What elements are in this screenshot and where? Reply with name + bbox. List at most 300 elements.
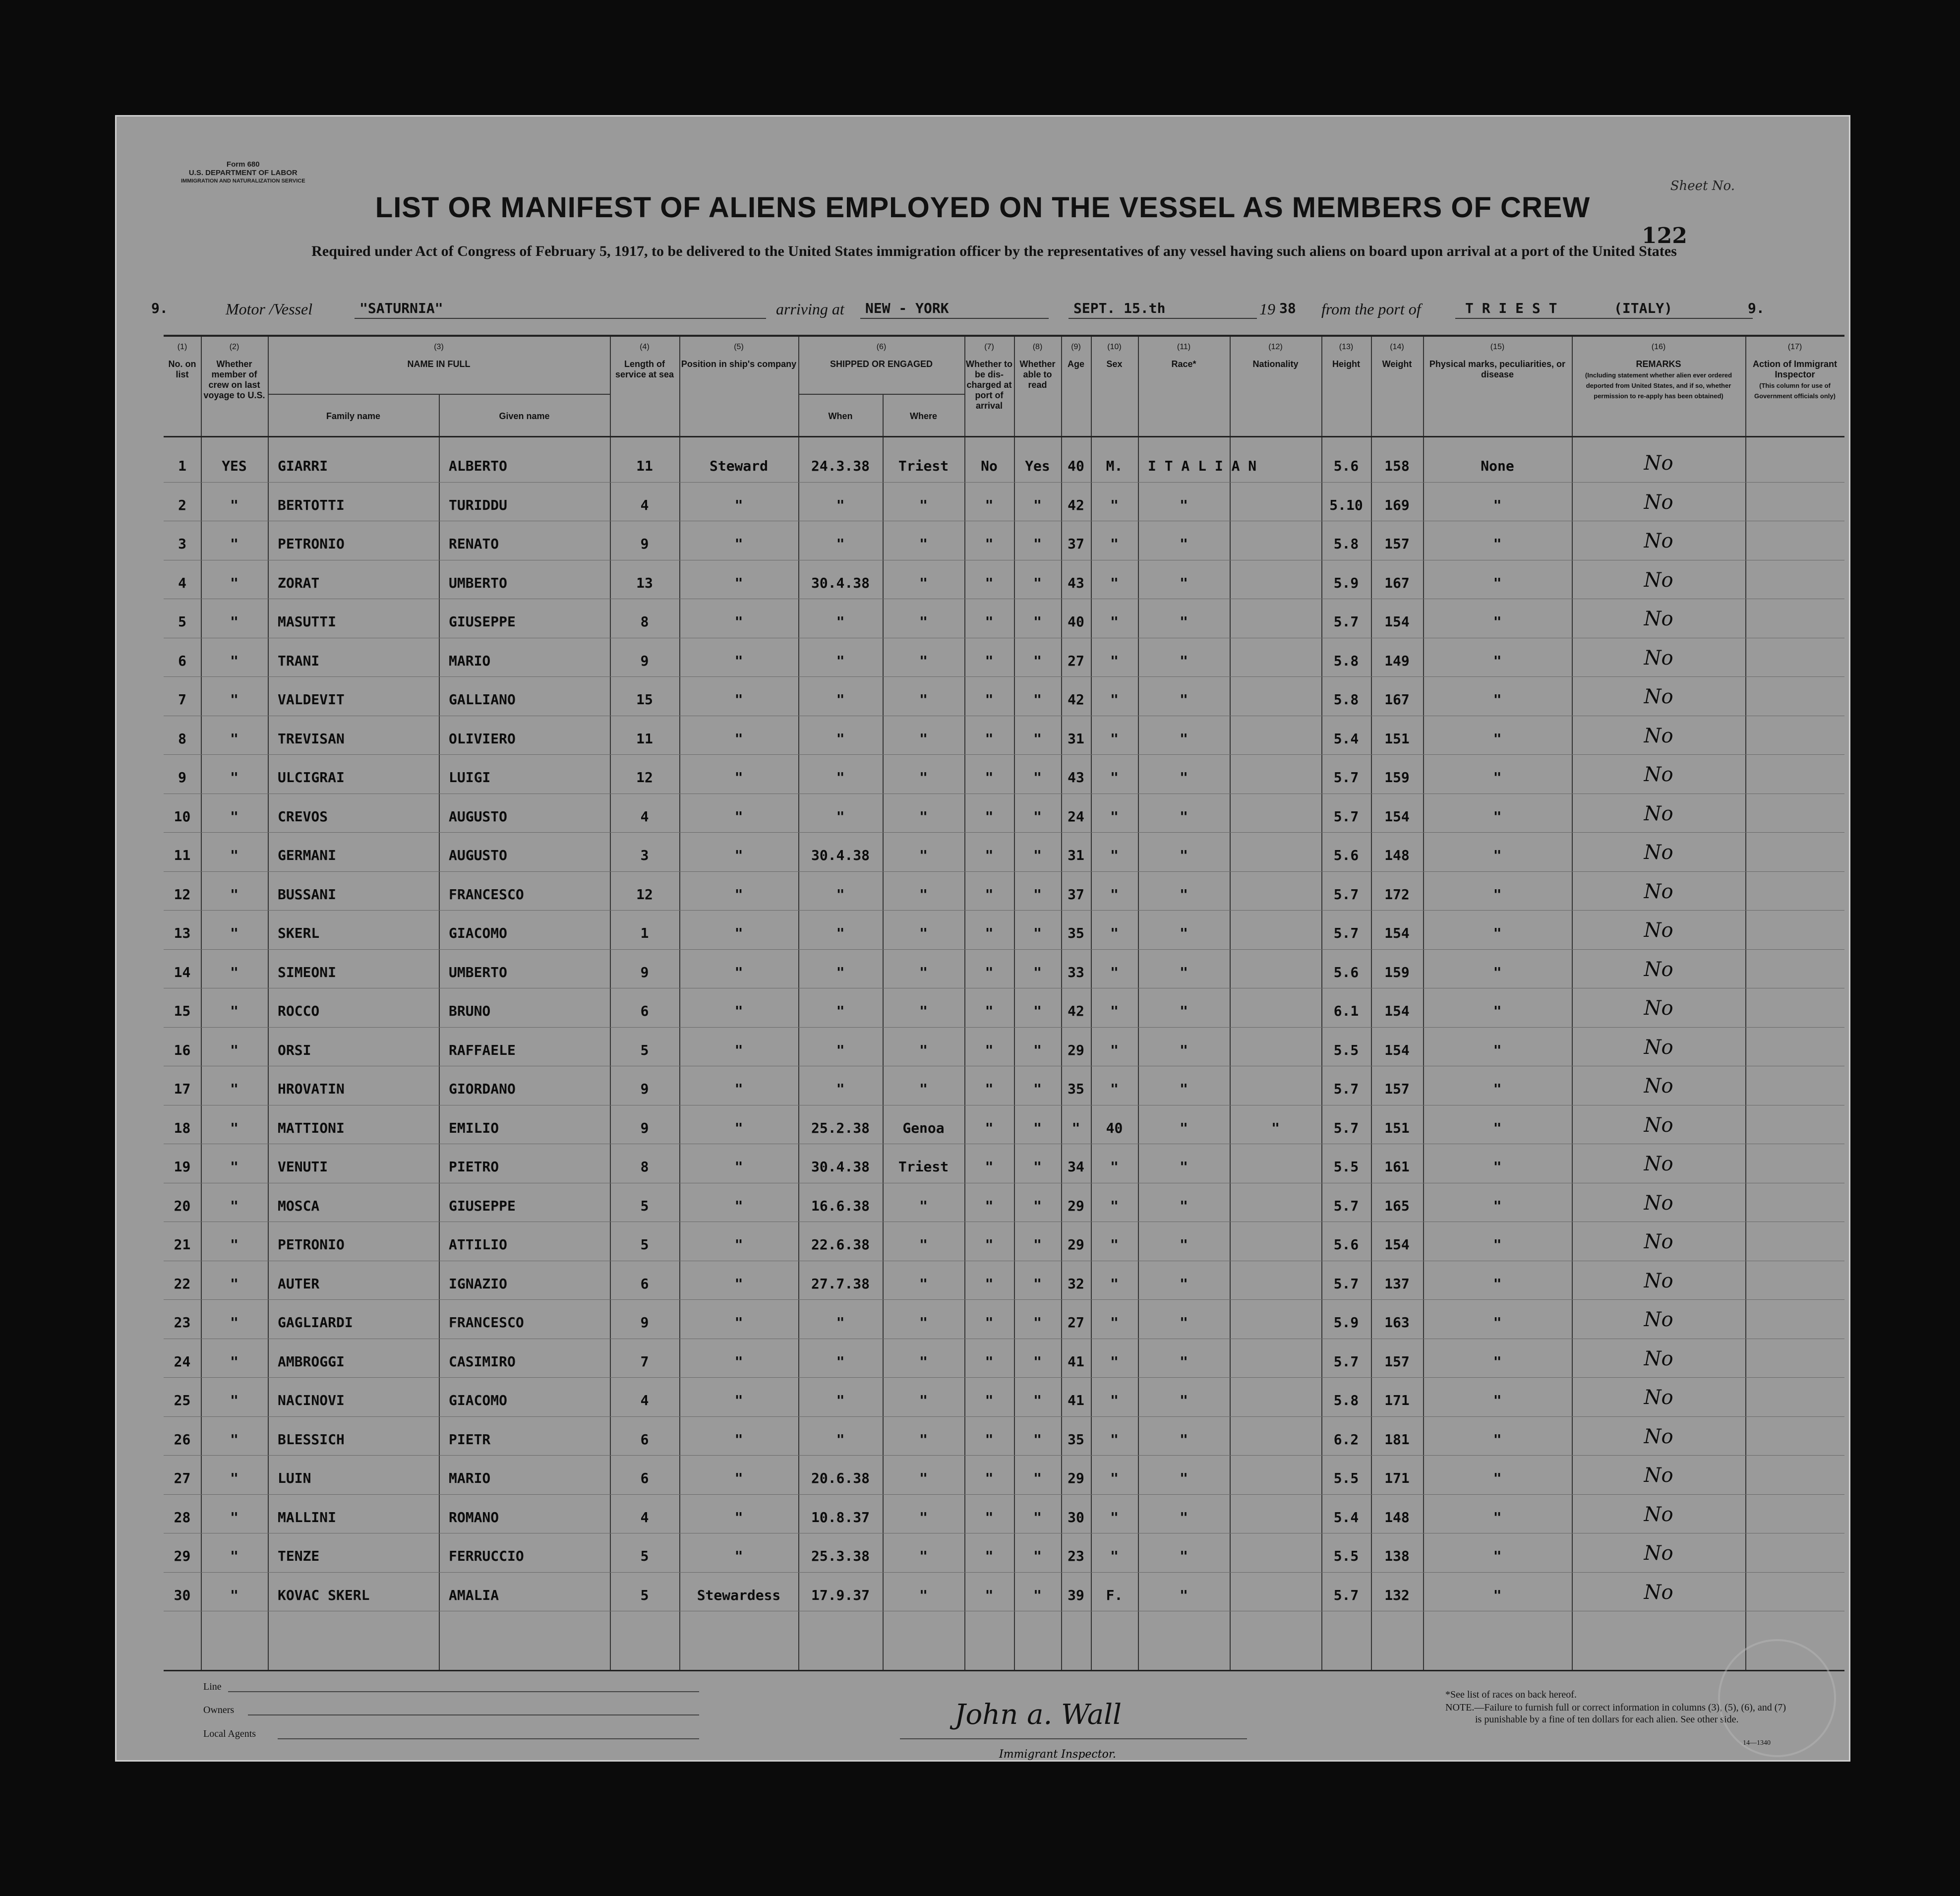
cell-discharged: " [985, 964, 994, 980]
cell-remarks: No [1644, 724, 1673, 747]
cell-marks: " [1493, 1431, 1502, 1448]
cell-family-name: SKERL [278, 925, 320, 941]
row-rule [164, 1494, 1844, 1495]
header-discharged: (7) Whether to be dis-charged at port of arrival [966, 343, 1012, 411]
row-number: 19 [174, 1159, 191, 1175]
cell-position: " [734, 1548, 743, 1564]
cell-marks: " [1493, 1041, 1502, 1058]
cell-read: " [1033, 1081, 1042, 1097]
row-rule [164, 1455, 1844, 1456]
cell-height: 5.8 [1333, 691, 1359, 708]
cell-given-name: OLIVIERO [449, 730, 516, 747]
cell-race: " [1180, 1470, 1188, 1486]
cell-sex: " [1110, 1314, 1119, 1331]
cell-where: " [919, 536, 928, 552]
cell-height: 5.9 [1333, 574, 1359, 591]
cell-discharged: " [985, 691, 994, 708]
cell-service: 5 [640, 1548, 649, 1564]
cell-remarks: No [1644, 997, 1673, 1020]
cell-read: " [1033, 1197, 1042, 1214]
cell-when: " [836, 1392, 845, 1408]
cell-race: " [1180, 652, 1188, 669]
cell-when: 24.3.38 [811, 458, 870, 474]
cell-marks: " [1493, 1275, 1502, 1292]
cell-family-name: ULCIGRAI [278, 769, 345, 786]
cell-sex: " [1110, 847, 1119, 863]
cell-marks: " [1493, 1003, 1502, 1019]
cell-weight: 154 [1384, 1003, 1410, 1019]
cell-position: " [734, 847, 743, 863]
row-number: 15 [174, 1003, 191, 1019]
cell-height: 5.7 [1333, 613, 1359, 630]
cell-discharged: " [985, 1119, 994, 1136]
cell-where: " [919, 1431, 928, 1448]
sheet-number-value: 122 [1642, 223, 1687, 248]
cell-discharged: " [985, 1431, 994, 1448]
cell-remarks: No [1644, 1075, 1673, 1098]
cell-discharged: " [985, 1159, 994, 1175]
row-number: 24 [174, 1353, 191, 1370]
row-number: 3 [178, 536, 186, 552]
form-department: U.S. DEPARTMENT OF LABOR [188, 169, 297, 177]
cell-crew: " [230, 574, 238, 591]
cell-given-name: BRUNO [449, 1003, 491, 1019]
cell-service: 5 [640, 1236, 649, 1253]
cell-service: 9 [640, 1081, 649, 1097]
cell-given-name: GIUSEPPE [449, 1197, 516, 1214]
header-read: (8) Whether able to read [1019, 343, 1056, 390]
cell-height: 5.6 [1333, 458, 1359, 474]
cell-given-name: RAFFAELE [449, 1041, 516, 1058]
row-rule [164, 482, 1844, 483]
cell-weight: 148 [1384, 847, 1410, 863]
cell-service: 9 [640, 964, 649, 980]
cell-discharged: " [985, 536, 994, 552]
cell-family-name: TREVISAN [278, 730, 345, 747]
cell-marks: " [1493, 613, 1502, 630]
cell-age: 37 [1068, 536, 1084, 552]
cell-crew: " [230, 1353, 238, 1370]
cell-sex: " [1110, 1003, 1119, 1019]
form-service: IMMIGRATION AND NATURALIZATION SERVICE [181, 178, 305, 184]
cell-service: 9 [640, 1314, 649, 1331]
cell-where: " [919, 1392, 928, 1408]
cell-height: 6.2 [1333, 1431, 1359, 1448]
cell-remarks: No [1644, 1230, 1673, 1253]
cell-given-name: ALBERTO [449, 458, 508, 474]
cell-height: 5.8 [1333, 1392, 1359, 1408]
cell-weight: 137 [1384, 1275, 1410, 1292]
cell-height: 5.10 [1329, 496, 1363, 513]
cell-crew: " [230, 1236, 238, 1253]
cell-given-name: GALLIANO [449, 691, 516, 708]
cell-read: " [1033, 1509, 1042, 1526]
vessel-name: "SATURNIA" [359, 300, 443, 316]
cell-sex: " [1110, 536, 1119, 552]
cell-position: " [734, 808, 743, 825]
cell-discharged: " [985, 574, 994, 591]
header-bottom-rule [164, 436, 1844, 437]
cell-age: 27 [1068, 652, 1084, 669]
arriving-label: arriving at [776, 300, 844, 318]
cell-when: " [836, 613, 845, 630]
cell-service: 1 [640, 925, 649, 941]
cell-age: 29 [1068, 1470, 1084, 1486]
cell-age: 35 [1068, 1431, 1084, 1448]
cell-height: 5.7 [1333, 1587, 1359, 1603]
cell-family-name: MALLINI [278, 1509, 337, 1526]
cell-sex: " [1110, 769, 1119, 786]
cell-crew: " [230, 1548, 238, 1564]
cell-when: " [836, 691, 845, 708]
header-no: (1) No. on list [168, 343, 196, 379]
cell-family-name: AUTER [278, 1275, 320, 1292]
cell-where: Genoa [902, 1119, 945, 1136]
cell-position: " [734, 1470, 743, 1486]
cell-family-name: ZORAT [278, 574, 320, 591]
cell-crew: " [230, 1509, 238, 1526]
cell-sex: " [1110, 1353, 1119, 1370]
voyage-left-mark: 9. [151, 300, 168, 316]
cell-when: 30.4.38 [811, 847, 870, 863]
cell-when: " [836, 652, 845, 669]
cell-family-name: VALDEVIT [278, 691, 345, 708]
vessel-underline [355, 318, 766, 319]
cell-height: 5.7 [1333, 769, 1359, 786]
cell-age: 37 [1068, 886, 1084, 903]
cell-sex: " [1110, 574, 1119, 591]
header-where: Where [909, 411, 937, 421]
cell-sex: " [1110, 1159, 1119, 1175]
cell-where: " [919, 1197, 928, 1214]
form-number: Form 680 [226, 160, 260, 169]
cell-where: " [919, 730, 928, 747]
cell-age: 41 [1068, 1392, 1084, 1408]
cell-marks: " [1493, 496, 1502, 513]
cell-remarks: No [1644, 530, 1673, 552]
cell-weight: 157 [1384, 1353, 1410, 1370]
cell-family-name: VENUTI [278, 1159, 328, 1175]
cell-race: " [1180, 730, 1188, 747]
cell-sex: " [1110, 925, 1119, 941]
cell-age: 42 [1068, 691, 1084, 708]
cell-crew: " [230, 808, 238, 825]
cell-marks: " [1493, 1470, 1502, 1486]
cell-marks: " [1493, 1509, 1502, 1526]
cell-given-name: IGNAZIO [449, 1275, 508, 1292]
cell-where: " [919, 925, 928, 941]
agents-field [278, 1738, 699, 1739]
cell-race: " [1180, 1236, 1188, 1253]
row-rule [164, 910, 1844, 911]
cell-where: " [919, 769, 928, 786]
cell-sex: " [1110, 1197, 1119, 1214]
cell-given-name: MARIO [449, 1470, 491, 1486]
cell-position: " [734, 1431, 743, 1448]
cell-remarks: No [1644, 1269, 1673, 1292]
cell-where: " [919, 1275, 928, 1292]
cell-marks: " [1493, 1548, 1502, 1564]
cell-weight: 154 [1384, 1041, 1410, 1058]
cell-service: 13 [636, 574, 653, 591]
cell-remarks: No [1644, 685, 1673, 708]
form-identifier [181, 160, 305, 185]
cell-age: 35 [1068, 1081, 1084, 1097]
owners-field [248, 1714, 699, 1715]
cell-remarks: No [1644, 1581, 1673, 1604]
cell-given-name: AUGUSTO [449, 847, 508, 863]
cell-weight: 167 [1384, 691, 1410, 708]
cell-race: " [1180, 808, 1188, 825]
cell-where: " [919, 1081, 928, 1097]
header-race: (11) Race* [1171, 343, 1196, 369]
cell-age: 32 [1068, 1275, 1084, 1292]
cell-age: 31 [1068, 730, 1084, 747]
header-crew: (2) Whether member of crew on last voyage to U.S. [203, 343, 265, 400]
cell-crew: " [230, 652, 238, 669]
cell-nationality: " [1271, 1119, 1280, 1136]
cell-given-name: GIUSEPPE [449, 613, 516, 630]
cell-crew: " [230, 613, 238, 630]
cell-crew: " [230, 1587, 238, 1603]
agents-label: Local Agents [203, 1728, 256, 1739]
subheader-divider [798, 394, 964, 395]
header-nationality: (12) Nationality [1252, 343, 1299, 369]
cell-race: " [1180, 1081, 1188, 1097]
cell-when: 20.6.38 [811, 1470, 870, 1486]
cell-remarks: No [1644, 1191, 1673, 1215]
cell-weight: 151 [1384, 730, 1410, 747]
row-rule [164, 871, 1844, 872]
cell-service: 5 [640, 1587, 649, 1603]
row-number: 10 [174, 808, 191, 825]
cell-height: 5.7 [1333, 1197, 1359, 1214]
cell-remarks: No [1644, 1425, 1673, 1448]
cell-age: 39 [1068, 1587, 1084, 1603]
cell-crew: " [230, 691, 238, 708]
cell-age: 40 [1068, 458, 1084, 474]
cell-weight: 149 [1384, 652, 1410, 669]
cell-discharged: " [985, 1275, 994, 1292]
cell-service: 9 [640, 1119, 649, 1136]
row-number: 18 [174, 1119, 191, 1136]
subheader-divider [268, 394, 610, 395]
cell-sex: " [1110, 964, 1119, 980]
cell-read: " [1033, 652, 1042, 669]
cell-position: " [734, 769, 743, 786]
penalty-note: NOTE.—Failure to furnish full or correct information in columns (3), (5), (6), and (7) [1445, 1702, 1786, 1713]
cell-where: " [919, 1470, 928, 1486]
row-number: 25 [174, 1392, 191, 1408]
cell-when: " [836, 1081, 845, 1097]
cell-family-name: TENZE [278, 1548, 320, 1564]
cell-position: " [734, 1236, 743, 1253]
cell-crew: " [230, 1470, 238, 1486]
cell-weight: 138 [1384, 1548, 1410, 1564]
cell-given-name: UMBERTO [449, 964, 508, 980]
cell-position: " [734, 574, 743, 591]
cell-discharged: " [985, 1041, 994, 1058]
cell-weight: 154 [1384, 808, 1410, 825]
cell-when: 25.2.38 [811, 1119, 870, 1136]
cell-height: 5.7 [1333, 1119, 1359, 1136]
cell-height: 5.6 [1333, 847, 1359, 863]
cell-given-name: FRANCESCO [449, 1314, 524, 1331]
cell-weight: 169 [1384, 496, 1410, 513]
arriving-port: NEW - YORK [865, 300, 949, 316]
cell-given-name: PIETRO [449, 1159, 499, 1175]
row-number: 17 [174, 1081, 191, 1097]
row-number: 16 [174, 1041, 191, 1058]
cell-marks: " [1493, 769, 1502, 786]
cell-discharged: " [985, 1197, 994, 1214]
cell-read: " [1033, 730, 1042, 747]
cell-position: " [734, 730, 743, 747]
cell-read: " [1033, 1314, 1042, 1331]
cell-where: " [919, 652, 928, 669]
cell-sex: " [1110, 730, 1119, 747]
cell-crew: " [230, 847, 238, 863]
cell-weight: 132 [1384, 1587, 1410, 1603]
cell-age: 29 [1068, 1041, 1084, 1058]
cell-family-name: BERTOTTI [278, 496, 345, 513]
cell-where: " [919, 1548, 928, 1564]
row-rule [164, 1377, 1844, 1378]
cell-given-name: GIORDANO [449, 1081, 516, 1097]
cell-race: " [1180, 964, 1188, 980]
cell-service: 6 [640, 1003, 649, 1019]
row-number: 20 [174, 1197, 191, 1214]
cell-where: " [919, 1353, 928, 1370]
cell-discharged: No [981, 458, 998, 474]
cell-given-name: TURIDDU [449, 496, 508, 513]
cell-weight: 157 [1384, 1081, 1410, 1097]
cell-where: " [919, 1041, 928, 1058]
cell-remarks: No [1644, 646, 1673, 670]
cell-weight: 171 [1384, 1470, 1410, 1486]
cell-where: " [919, 1236, 928, 1253]
cell-height: 6.1 [1333, 1003, 1359, 1019]
cell-discharged: " [985, 1470, 994, 1486]
cell-height: 5.6 [1333, 1236, 1359, 1253]
cell-weight: 167 [1384, 574, 1410, 591]
cell-race: " [1180, 1314, 1188, 1331]
cell-discharged: " [985, 886, 994, 903]
header-service: (4) Length of service at sea [615, 343, 674, 379]
cell-crew: " [230, 925, 238, 941]
cell-given-name: ROMANO [449, 1509, 499, 1526]
cell-crew: " [230, 496, 238, 513]
cell-crew: " [230, 536, 238, 552]
cell-given-name: UMBERTO [449, 574, 508, 591]
cell-height: 5.7 [1333, 1353, 1359, 1370]
cell-height: 5.5 [1333, 1548, 1359, 1564]
cell-crew: " [230, 1159, 238, 1175]
cell-service: 8 [640, 613, 649, 630]
cell-sex: " [1110, 1236, 1119, 1253]
cell-family-name: GIARRI [278, 458, 328, 474]
cell-age: 30 [1068, 1509, 1084, 1526]
row-number: 27 [174, 1470, 191, 1486]
cell-sex: " [1110, 652, 1119, 669]
year-suffix: 38 [1279, 300, 1296, 316]
cell-discharged: " [985, 1392, 994, 1408]
cell-age: 43 [1068, 574, 1084, 591]
cell-age: 42 [1068, 1003, 1084, 1019]
cell-where: " [919, 574, 928, 591]
cell-height: 5.6 [1333, 964, 1359, 980]
cell-family-name: TRANI [278, 652, 320, 669]
cell-crew: " [230, 1275, 238, 1292]
cell-race: " [1180, 1392, 1188, 1408]
cell-race: " [1180, 613, 1188, 630]
cell-discharged: " [985, 1314, 994, 1331]
cell-sex: 40 [1106, 1119, 1123, 1136]
row-number: 28 [174, 1509, 191, 1526]
from-port: T R I E S T [1465, 300, 1557, 316]
cell-remarks: No [1644, 568, 1673, 592]
cell-weight: 157 [1384, 536, 1410, 552]
cell-marks: " [1493, 1236, 1502, 1253]
row-number: 26 [174, 1431, 191, 1448]
row-number: 7 [178, 691, 186, 708]
cell-service: 4 [640, 808, 649, 825]
cell-discharged: " [985, 652, 994, 669]
cell-family-name: LUIN [278, 1470, 311, 1486]
cell-race: " [1180, 1197, 1188, 1214]
cell-when: " [836, 536, 845, 552]
cell-sex: F. [1106, 1587, 1123, 1603]
cell-remarks: No [1644, 919, 1673, 942]
cell-age: 23 [1068, 1548, 1084, 1564]
cell-sex: " [1110, 808, 1119, 825]
cell-weight: 171 [1384, 1392, 1410, 1408]
header-height: (13) Height [1332, 343, 1360, 369]
cell-sex: " [1110, 691, 1119, 708]
header-sex: (10) Sex [1106, 343, 1123, 369]
cell-marks: " [1493, 730, 1502, 747]
inspector-label: Immigrant Inspector. [999, 1748, 1116, 1761]
cell-race: I T A L I A N [1148, 458, 1257, 474]
cell-read: " [1033, 496, 1042, 513]
cell-service: 4 [640, 1509, 649, 1526]
cell-height: 5.8 [1333, 536, 1359, 552]
cell-age: 29 [1068, 1197, 1084, 1214]
cell-read: " [1033, 925, 1042, 941]
cell-crew: " [230, 769, 238, 786]
cell-weight: 181 [1384, 1431, 1410, 1448]
header-marks: (15) Physical marks, peculiarities, or disease [1429, 343, 1566, 379]
cell-remarks: No [1644, 1464, 1673, 1487]
cell-discharged: " [985, 613, 994, 630]
cell-marks: " [1493, 847, 1502, 863]
cell-weight: 159 [1384, 964, 1410, 980]
cell-height: 5.7 [1333, 925, 1359, 941]
cell-height: 5.8 [1333, 652, 1359, 669]
cell-race: " [1180, 1353, 1188, 1370]
row-number: 14 [174, 964, 191, 980]
cell-position: Stewardess [697, 1587, 781, 1603]
cell-family-name: HROVATIN [278, 1081, 345, 1097]
cell-service: 12 [636, 769, 653, 786]
cell-height: 5.5 [1333, 1159, 1359, 1175]
cell-sex: " [1110, 886, 1119, 903]
cell-family-name: SIMEONI [278, 964, 337, 980]
cell-read: " [1033, 769, 1042, 786]
vessel-label: Motor /Vessel [226, 300, 313, 318]
cell-marks: " [1493, 964, 1502, 980]
cell-when: " [836, 1353, 845, 1370]
